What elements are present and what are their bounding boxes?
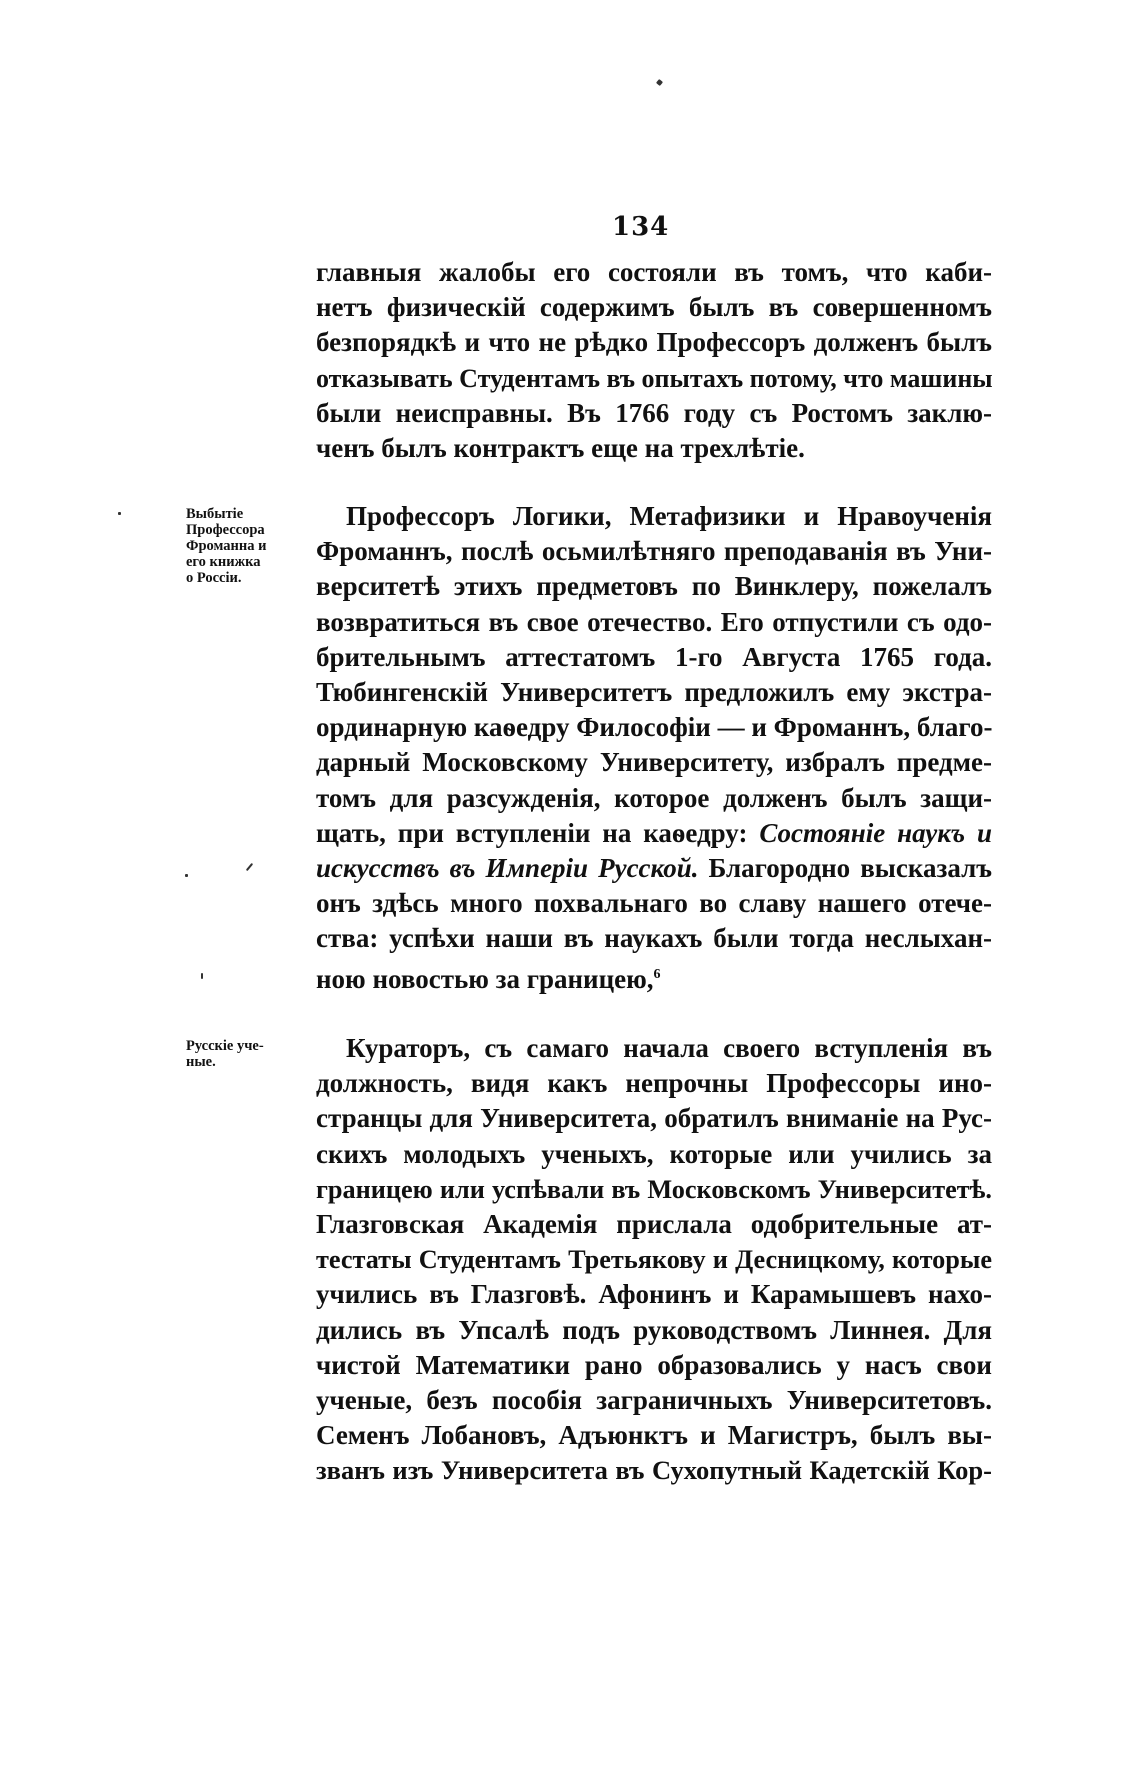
print-speck: [118, 512, 121, 515]
page-number: 134: [612, 212, 670, 242]
footnote-mark: 6: [653, 966, 661, 982]
text-line: Кураторъ, съ самаго начала своего вступленiя въ: [346, 1033, 992, 1063]
text-line: [316, 957, 992, 997]
paragraph-3: [316, 1031, 992, 1489]
text-line: нетъ физическiй содержимъ былъ въ совершенномъ: [316, 292, 992, 323]
text-line: ученые, безъ пособiя заграничныхъ Университетовъ.: [316, 1385, 992, 1416]
text-line: возвратиться въ свое отечество. Его отпустили съ одо-: [316, 606, 992, 637]
print-speck: [201, 973, 203, 979]
text-line: границею или успѣвали въ Московскомъ Университетѣ.: [316, 1174, 992, 1204]
print-speck: [246, 863, 253, 871]
text-line: Тюбингенскiй Университетъ предложилъ ему экстра-: [316, 677, 992, 708]
print-speck: [185, 874, 188, 877]
text-line: чистой Математики рано образовались у насъ свои: [316, 1349, 992, 1380]
text-line: ства: успѣхи наши въ наукахъ были тогда неслыхан-: [316, 923, 992, 954]
text-line: безпорядкѣ и что не рѣдко Профессоръ долженъ былъ: [316, 327, 992, 358]
margin-note-line: Профессора: [186, 522, 265, 538]
text-line-with-italic: [316, 816, 992, 851]
paragraph-1: [316, 255, 992, 466]
italic-title: искусствъ въ Имперiи Русской.: [316, 853, 699, 884]
margin-note-line: Выбытiе: [186, 506, 244, 522]
text-line: званъ изъ Университета въ Сухопутный Кадетскiй Кор-: [316, 1455, 992, 1486]
text-line: брительнымъ аттестатомъ 1-го Августа 1765 года.: [316, 641, 992, 672]
text-line: ченъ былъ контрактъ еще на трехлѣтiе.: [316, 433, 805, 464]
text-line: онъ здѣсь много похвальнаго во славу нашего отече-: [316, 888, 992, 919]
paragraph-2: [316, 499, 992, 997]
margin-note-line: о Россiи.: [186, 570, 242, 586]
text-line: Глазговская Академiя прислала одобрительные ат-: [316, 1209, 992, 1240]
text-line: странцы для Университета, обратилъ вниманiе на Рус-: [316, 1103, 992, 1134]
margin-note-line: его книжка: [186, 554, 261, 570]
margin-note-line: ные.: [186, 1054, 216, 1070]
text-segment: щать, при вступленiи на каѳедру:: [316, 817, 748, 848]
text-line: ординарную каѳедру Философiи — и Фроманнъ, благо-: [316, 712, 993, 743]
text-line: дарный Московскому Университету, избралъ предме-: [316, 747, 992, 778]
print-speck: [656, 79, 663, 86]
text-line: Семенъ Лобановъ, Адъюнктъ и Магистръ, былъ вы-: [316, 1420, 992, 1451]
text-line: должность, видя какъ непрочны Профессоры ино-: [316, 1068, 992, 1099]
text-line: скихъ молодыхъ ученыхъ, которые или учились за: [316, 1138, 992, 1169]
text-line: верситетѣ этихъ предметовъ по Винклеру, пожелалъ: [316, 571, 992, 602]
italic-title: Состоянiе наукъ и: [759, 817, 993, 848]
text-line: Профессоръ Логики, Метафизики и Нравоученiя: [346, 501, 992, 531]
text-segment: ною новостью за границею,: [316, 963, 654, 994]
text-line: учились въ Глазговѣ. Афонинъ и Карамышевъ нахо-: [316, 1279, 992, 1310]
text-line: Фроманнъ, послѣ осьмилѣтняго преподаванiя въ Уни-: [316, 536, 992, 567]
margin-note-line: Русскiе уче-: [186, 1038, 264, 1054]
margin-note-line: Фроманна и: [186, 538, 267, 554]
text-segment: Благородно высказалъ: [708, 853, 992, 884]
text-line: главныя жалобы его состояли въ томъ, что каби-: [316, 257, 992, 287]
text-line: дились въ Упсалѣ подъ руководствомъ Линнея. Для: [316, 1314, 992, 1345]
text-line: тестаты Студентамъ Третьякову и Десницкому, которые: [316, 1245, 992, 1275]
margin-note-russian-scholars: [186, 1038, 304, 1070]
text-line: были неисправны. Въ 1766 году съ Ростомъ заклю-: [316, 397, 992, 428]
margin-note-frommann: [186, 506, 304, 586]
text-line: отказывать Студентамъ въ опытахъ потому, что машины: [316, 363, 993, 393]
text-line: томъ для разсужденiя, которое долженъ былъ защи-: [316, 782, 992, 813]
text-line-with-italic: [316, 851, 992, 886]
